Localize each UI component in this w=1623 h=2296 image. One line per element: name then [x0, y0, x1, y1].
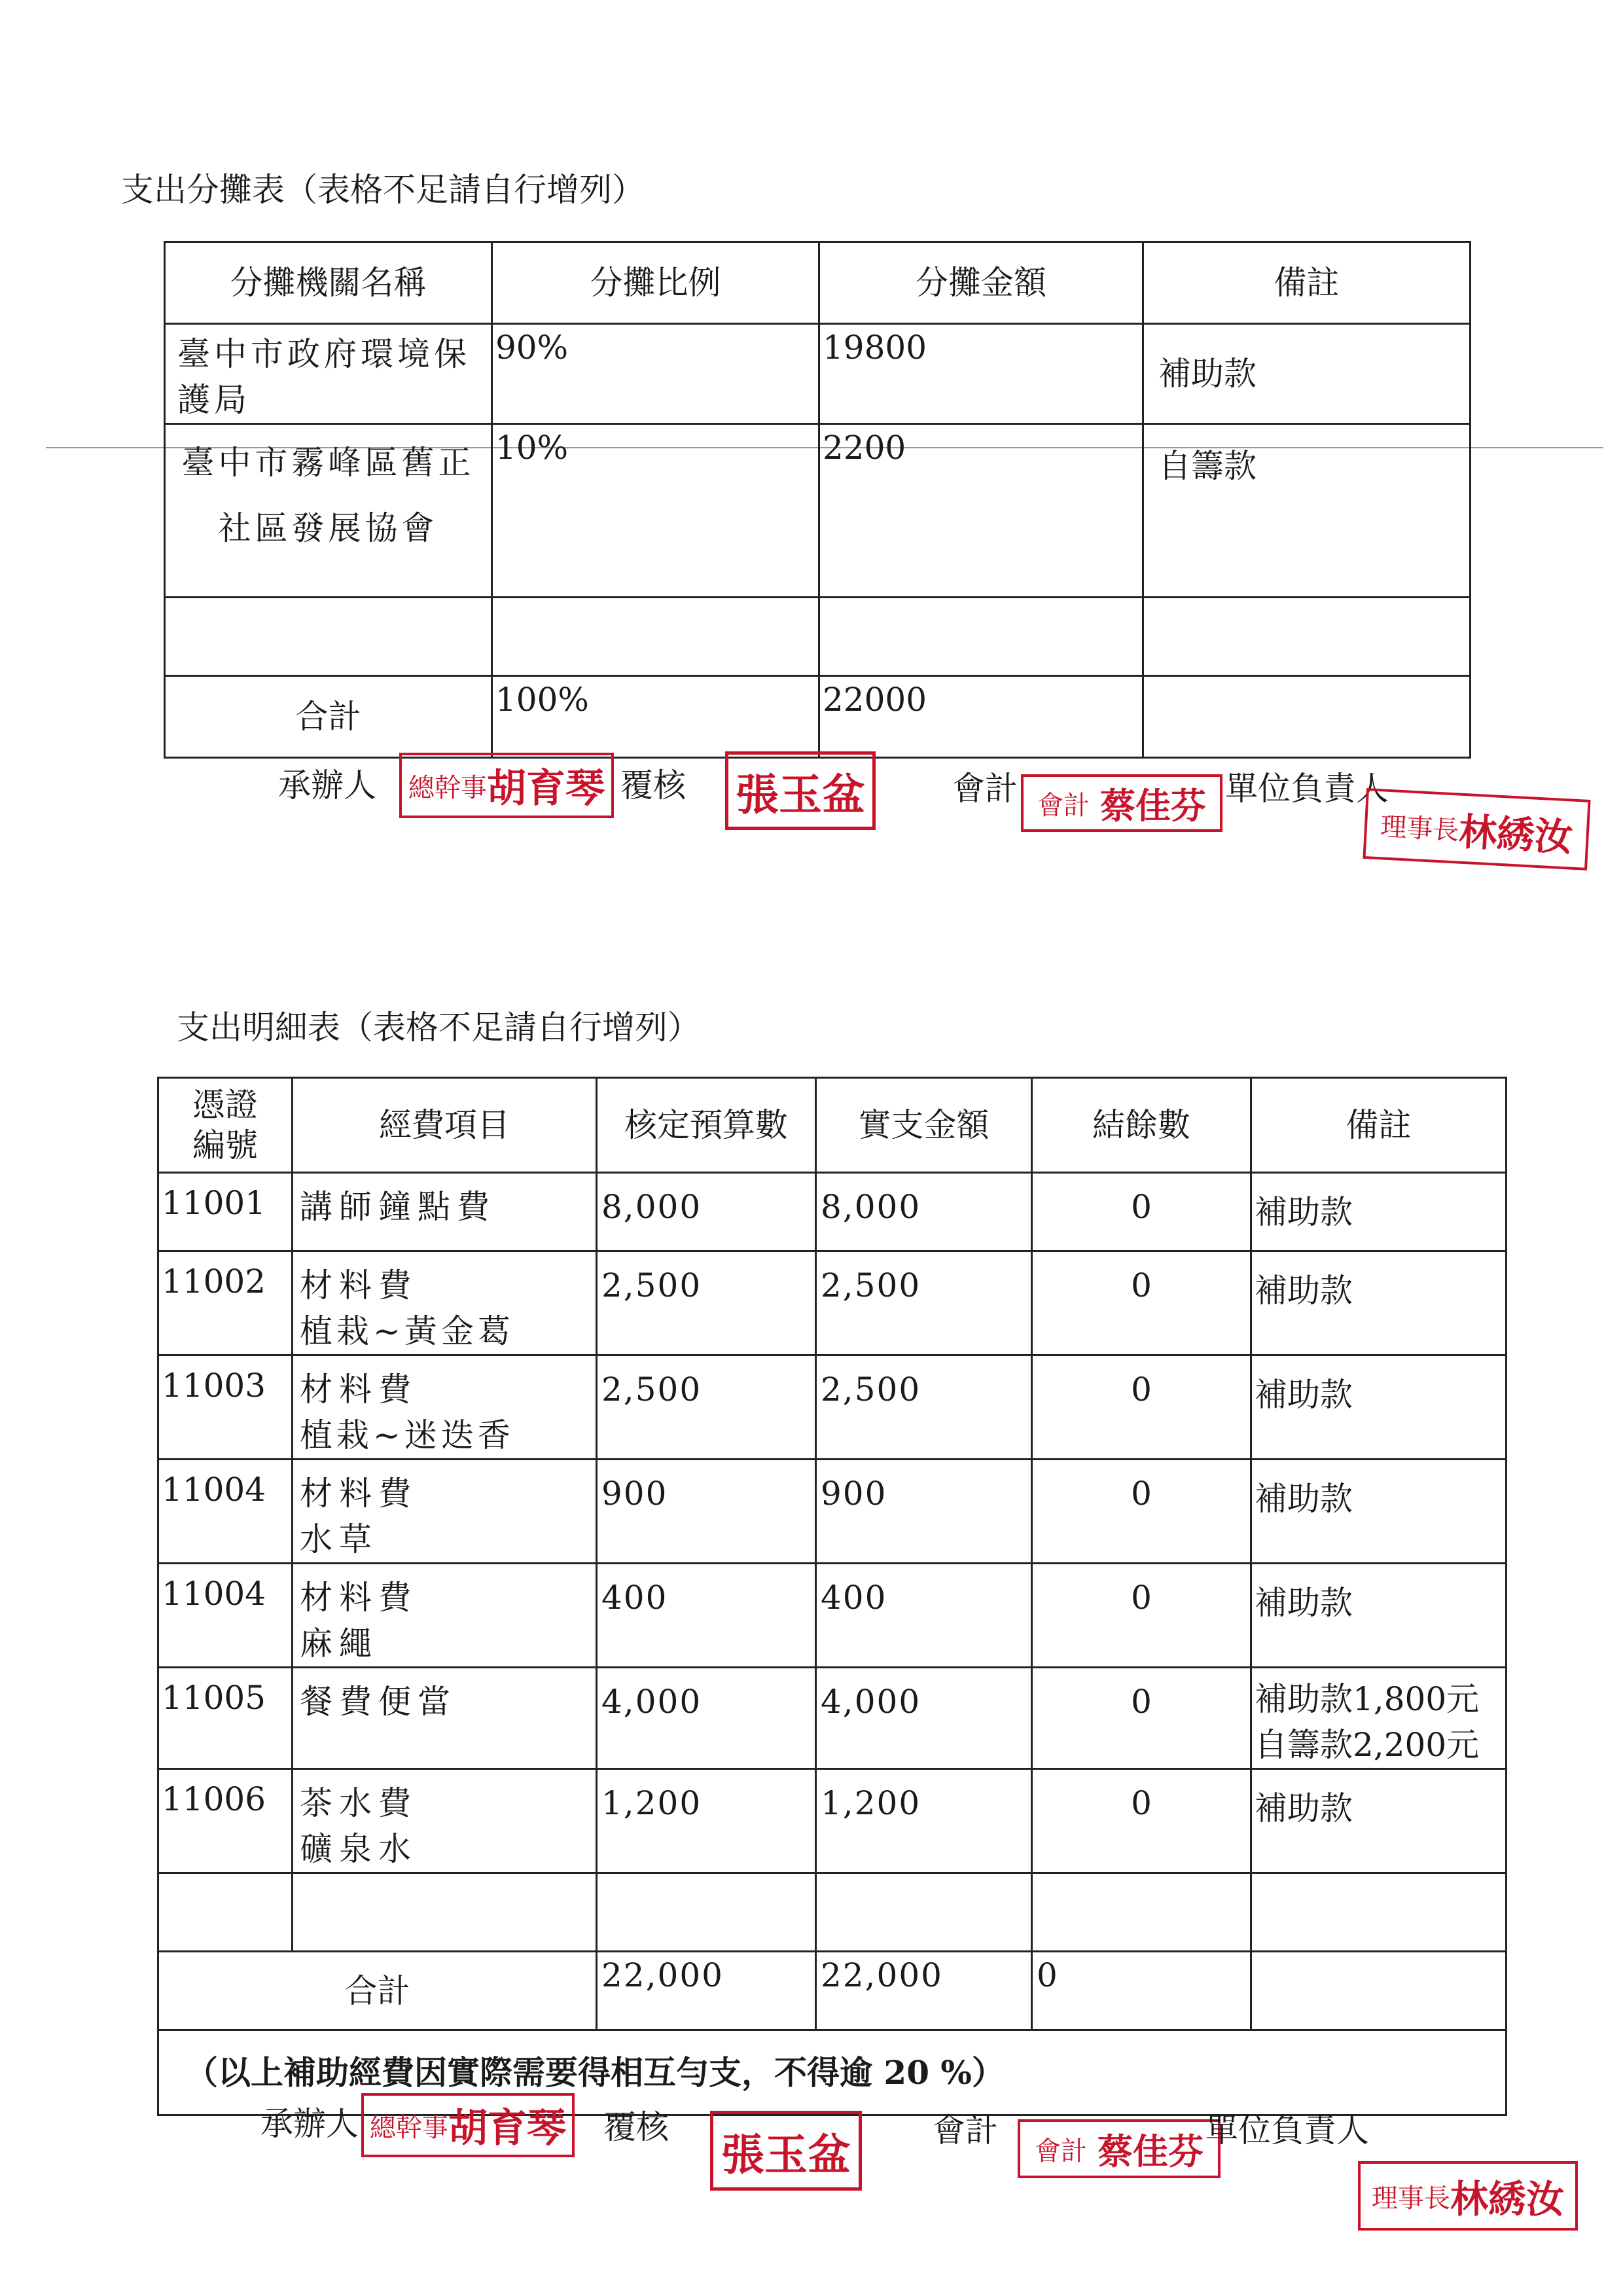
- agency-name: [165, 324, 492, 424]
- remarks-line: 自籌款2,200元: [1255, 1726, 1480, 1764]
- header-voucher-number-text: 憑證編號: [192, 1086, 258, 1164]
- expense-item: [293, 1355, 597, 1460]
- approved-budget: [597, 1873, 816, 1952]
- accountant-stamp-name: 蔡佳芬: [1100, 784, 1206, 827]
- agency-name-line: 護局: [177, 381, 251, 419]
- handler-stamp: [361, 2093, 575, 2157]
- expense-item-line: 材料費: [300, 1266, 418, 1304]
- voucher-number: 11003: [158, 1355, 293, 1460]
- unit-head-label: 單位負責人: [1225, 770, 1389, 808]
- header-remarks: 備註: [1251, 1078, 1507, 1173]
- expense-item-line: 材料費: [300, 1579, 418, 1617]
- header-approved-budget: 核定預算數: [597, 1078, 816, 1173]
- footnote-row: [158, 2030, 1507, 2115]
- total-budget: 22,000: [597, 1952, 816, 2030]
- voucher-number: [158, 1873, 293, 1952]
- total-ratio: 100%: [492, 676, 819, 758]
- detail-title: 支出明細表（表格不足請自行增列）: [177, 1009, 700, 1047]
- amount-value: 19800: [819, 324, 1143, 424]
- agency-name: [165, 424, 492, 598]
- accountant-stamp: [1021, 774, 1222, 832]
- total-label: 合計: [158, 1952, 597, 2030]
- voucher-number: 11006: [158, 1769, 293, 1873]
- detail-total-row: [158, 1952, 1507, 2030]
- table-row: [158, 1564, 1507, 1668]
- balance: 0: [1032, 1668, 1251, 1769]
- total-amount: 22000: [819, 676, 1143, 758]
- approved-budget: 1,200: [597, 1769, 816, 1873]
- accountant-label: 會計: [952, 770, 1018, 808]
- balance: 0: [1032, 1251, 1251, 1355]
- remarks: [1251, 1355, 1507, 1460]
- voucher-number: 11005: [158, 1668, 293, 1769]
- table-row-empty: [165, 598, 1471, 676]
- handler-stamp-name: 胡育琴: [448, 2106, 566, 2151]
- handler-label: 承辦人: [260, 2105, 359, 2143]
- balance: 0: [1032, 1355, 1251, 1460]
- header-expense-item: 經費項目: [293, 1078, 597, 1173]
- accountant-label: 會計: [933, 2111, 998, 2149]
- expense-item-line: 餐費便當: [300, 1683, 457, 1721]
- reviewer-label: 覆核: [603, 2108, 669, 2146]
- expense-item: [293, 1873, 597, 1952]
- accountant-stamp-title: 會計: [1037, 790, 1090, 821]
- expense-item-line: 茶水費: [300, 1784, 418, 1822]
- remarks-line: 補助款: [1255, 1272, 1353, 1310]
- unit-head-stamp: [1358, 2161, 1578, 2231]
- actual-amount: 2,500: [816, 1355, 1032, 1460]
- approved-budget: 900: [597, 1460, 816, 1564]
- expense-item: [293, 1460, 597, 1564]
- detail-header-row: [158, 1078, 1507, 1173]
- actual-amount: 2,500: [816, 1251, 1032, 1355]
- expense-item: [293, 1564, 597, 1668]
- remarks: [1251, 1251, 1507, 1355]
- head-stamp-name: 林綉汝: [1450, 2177, 1564, 2221]
- table-row-empty: [158, 1873, 1507, 1952]
- approved-budget: 2,500: [597, 1355, 816, 1460]
- header-note: 備註: [1143, 242, 1471, 324]
- reviewer-label: 覆核: [620, 766, 686, 804]
- expense-item-line: 植栽~黃金葛: [300, 1312, 514, 1350]
- actual-amount: 900: [816, 1460, 1032, 1564]
- voucher-number: 11002: [158, 1251, 293, 1355]
- handler-label: 承辦人: [278, 766, 376, 804]
- expense-item: [293, 1769, 597, 1873]
- agency-name-line: 社區發展協會: [218, 509, 438, 547]
- voucher-number: 11004: [158, 1564, 293, 1668]
- remarks: [1251, 1668, 1507, 1769]
- balance: 0: [1032, 1564, 1251, 1668]
- remarks-line: 補助款: [1255, 1789, 1353, 1827]
- head-stamp-name: 林綉汝: [1457, 809, 1574, 860]
- table-row: [158, 1251, 1507, 1355]
- accountant-stamp-name: 蔡佳芬: [1097, 2130, 1204, 2172]
- balance: [1032, 1873, 1251, 1952]
- expense-item-line: 麻繩: [300, 1624, 378, 1662]
- actual-amount: 400: [816, 1564, 1032, 1668]
- remarks-line: 補助款: [1255, 1584, 1353, 1622]
- handler-stamp-title: 總幹事: [408, 772, 487, 803]
- agency-name: [165, 598, 492, 676]
- ratio-value: 10%: [492, 424, 819, 598]
- total-actual: 22,000: [816, 1952, 1032, 2030]
- expense-item-line: 礦泉水: [300, 1830, 418, 1868]
- balance: 0: [1032, 1769, 1251, 1873]
- unit-head-stamp: [1363, 788, 1590, 870]
- footnote: （以上補助經費因實際需要得相互勻支，不得逾 20 %）: [158, 2030, 1507, 2115]
- agency-name-line: 臺中市霧峰區舊正: [181, 444, 475, 482]
- balance: 0: [1032, 1173, 1251, 1251]
- remarks-line: 補助款: [1255, 1480, 1353, 1518]
- accountant-stamp: [1018, 2119, 1221, 2178]
- voucher-number: 11004: [158, 1460, 293, 1564]
- allocation-table: [164, 241, 1471, 759]
- note-value: 自籌款: [1143, 424, 1471, 598]
- total-label: 合計: [165, 676, 492, 758]
- ratio-value: 90%: [492, 324, 819, 424]
- amount-value: [819, 598, 1143, 676]
- expense-item-line: 講師鐘點費: [300, 1188, 496, 1226]
- total-note: [1143, 676, 1471, 758]
- allocation-header-row: [165, 242, 1471, 324]
- remarks: [1251, 1873, 1507, 1952]
- expense-item-line: 植栽~迷迭香: [300, 1416, 514, 1454]
- table-row: [165, 324, 1471, 424]
- head-stamp-title: 理事長: [1380, 811, 1460, 846]
- allocation-total-row: [165, 676, 1471, 758]
- actual-amount: 1,200: [816, 1769, 1032, 1873]
- approved-budget: 8,000: [597, 1173, 816, 1251]
- note-value: 補助款: [1143, 324, 1471, 424]
- voucher-number: 11001: [158, 1173, 293, 1251]
- agency-name-line: 臺中市政府環境保: [177, 335, 471, 373]
- reviewer-stamp: [710, 2111, 862, 2191]
- handler-stamp-title: 總幹事: [370, 2112, 448, 2143]
- remarks: [1251, 1460, 1507, 1564]
- table-row: [158, 1173, 1507, 1251]
- table-row: [158, 1355, 1507, 1460]
- remarks: [1251, 1564, 1507, 1668]
- header-actual-amount: 實支金額: [816, 1078, 1032, 1173]
- table-row: [165, 424, 1471, 598]
- actual-amount: 8,000: [816, 1173, 1032, 1251]
- expense-item-line: 材料費: [300, 1475, 418, 1513]
- table-row: [158, 1668, 1507, 1769]
- reviewer-stamp-name: 張玉盆: [721, 2128, 851, 2180]
- table-row: [158, 1769, 1507, 1873]
- remarks: [1251, 1769, 1507, 1873]
- expense-item: [293, 1173, 597, 1251]
- table-row: [158, 1460, 1507, 1564]
- header-amount: 分攤金額: [819, 242, 1143, 324]
- balance: 0: [1032, 1460, 1251, 1564]
- handler-stamp-name: 胡育琴: [487, 766, 605, 812]
- amount-value: 2200: [819, 424, 1143, 598]
- approved-budget: 2,500: [597, 1251, 816, 1355]
- remarks: [1251, 1173, 1507, 1251]
- expense-item: [293, 1251, 597, 1355]
- total-remarks: [1251, 1952, 1507, 2030]
- expense-item-line: 水草: [300, 1520, 378, 1558]
- header-balance: 結餘數: [1032, 1078, 1251, 1173]
- unit-head-label: 單位負責人: [1205, 2111, 1369, 2149]
- approved-budget: 400: [597, 1564, 816, 1668]
- allocation-title: 支出分攤表（表格不足請自行增列）: [121, 171, 645, 209]
- ratio-value: [492, 598, 819, 676]
- expense-item-line: 材料費: [300, 1371, 418, 1408]
- remarks-line: 補助款1,800元: [1255, 1680, 1480, 1718]
- note-value: [1143, 598, 1471, 676]
- header-agency-name: 分攤機關名稱: [165, 242, 492, 324]
- total-balance: 0: [1032, 1952, 1251, 2030]
- header-ratio: 分攤比例: [492, 242, 819, 324]
- remarks-line: 補助款: [1255, 1193, 1353, 1231]
- reviewer-stamp: [725, 751, 876, 830]
- remarks-line: 補助款: [1255, 1376, 1353, 1414]
- approved-budget: 4,000: [597, 1668, 816, 1769]
- detail-table: [157, 1077, 1507, 2116]
- head-stamp-title: 理事長: [1371, 2183, 1450, 2214]
- accountant-stamp-title: 會計: [1035, 2136, 1087, 2166]
- expense-item: [293, 1668, 597, 1769]
- actual-amount: [816, 1873, 1032, 1952]
- actual-amount: 4,000: [816, 1668, 1032, 1769]
- reviewer-stamp-name: 張玉盆: [736, 768, 865, 820]
- handler-stamp: [399, 753, 614, 818]
- header-voucher-number: [158, 1078, 293, 1173]
